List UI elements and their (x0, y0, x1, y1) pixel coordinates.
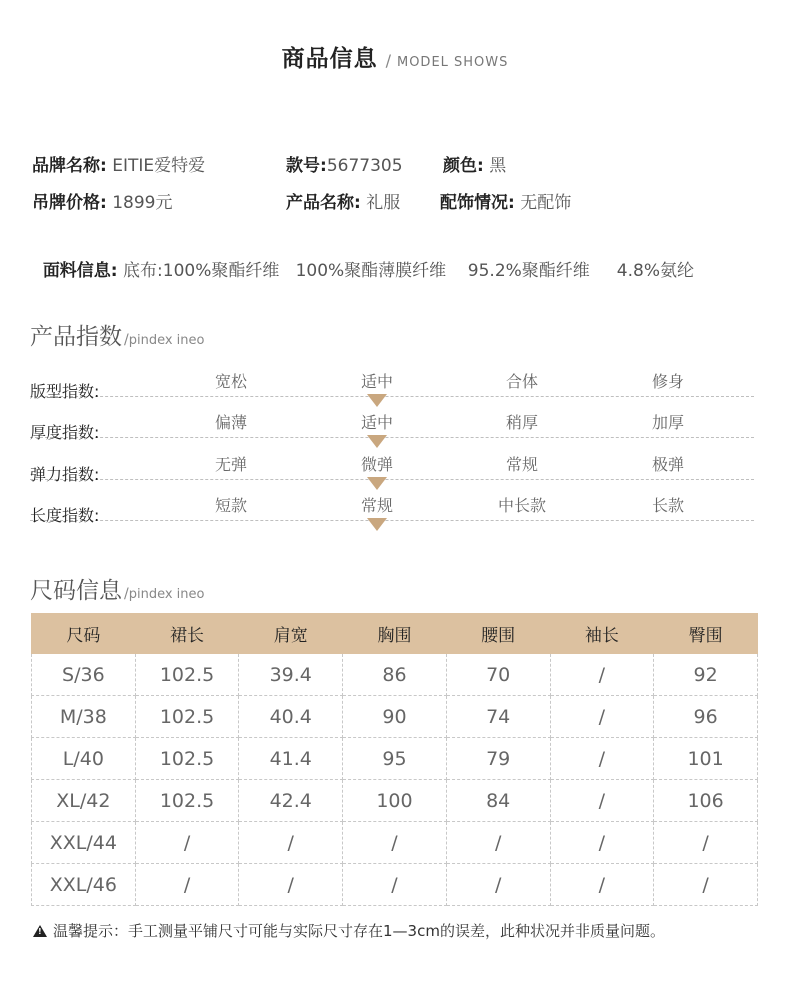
index-option: 短款 (214, 496, 248, 515)
table-cell: / (446, 864, 550, 906)
table-header-cell: 臀围 (654, 614, 758, 654)
table-cell: 86 (343, 654, 447, 696)
size-info-heading: 尺码信息 (30, 578, 122, 604)
index-row-label: 弹力指数: (30, 465, 100, 484)
table-cell: 41.4 (239, 738, 343, 780)
table-cell: L/40 (32, 738, 136, 780)
table-cell: XL/42 (32, 780, 136, 822)
table-cell: / (446, 822, 550, 864)
table-cell: / (343, 822, 447, 864)
table-header-cell: 胸围 (343, 614, 447, 654)
index-marker-icon (367, 518, 387, 531)
info-price-value: 1899元 (112, 193, 173, 213)
table-cell: 70 (446, 654, 550, 696)
table-cell: 39.4 (239, 654, 343, 696)
measurement-note-text: 温馨提示：手工测量平铺尺寸可能与实际尺寸存在1—3cm的误差，此种状况并非质量问题。 (53, 922, 665, 940)
size-info-subtitle: pindex ineo (128, 587, 205, 602)
index-option: 加厚 (651, 413, 685, 432)
title-separator: / (385, 51, 391, 70)
table-cell: / (239, 822, 343, 864)
table-cell: 90 (343, 696, 447, 738)
index-option: 极弹 (651, 455, 685, 474)
index-option: 修身 (651, 372, 685, 391)
table-header-cell: 尺码 (32, 614, 136, 654)
table-header-cell: 袖长 (550, 614, 654, 654)
table-cell: 95 (343, 738, 447, 780)
info-accessory (440, 188, 571, 213)
table-cell: / (550, 864, 654, 906)
product-index-separator: / (124, 332, 129, 348)
size-table (31, 613, 758, 906)
index-row (30, 372, 754, 401)
index-option: 常规 (360, 496, 394, 515)
table-cell: 96 (654, 696, 758, 738)
index-row (30, 413, 754, 442)
page-title: 商品信息 (281, 46, 378, 72)
info-color-value: 黑 (489, 156, 507, 176)
table-cell: / (135, 864, 239, 906)
product-index-title (30, 318, 204, 351)
index-option: 合体 (505, 372, 539, 391)
info-price-key: 吊牌价格: (32, 193, 107, 213)
index-option: 长款 (651, 496, 685, 515)
index-option: 中长款 (497, 496, 547, 515)
info-style-key: 款号: (286, 156, 327, 176)
table-cell: 102.5 (135, 780, 239, 822)
index-option: 偏薄 (214, 413, 248, 432)
info-brand-key: 品牌名称: (32, 156, 107, 176)
index-row-label: 版型指数: (30, 382, 100, 401)
index-row (30, 496, 754, 525)
table-cell: 102.5 (135, 654, 239, 696)
table-header-cell: 肩宽 (239, 614, 343, 654)
table-cell: / (550, 696, 654, 738)
table-row (32, 654, 758, 696)
info-accessory-key: 配饰情况: (440, 193, 515, 213)
measurement-note (33, 920, 665, 941)
table-row (32, 696, 758, 738)
index-row-label: 长度指数: (30, 506, 100, 525)
info-color (443, 151, 506, 176)
table-row (32, 780, 758, 822)
page-subtitle: MODEL SHOWS (396, 55, 509, 70)
table-cell: XXL/46 (32, 864, 136, 906)
size-info-title (30, 572, 204, 605)
table-row (32, 822, 758, 864)
page-header (0, 40, 790, 73)
table-cell: 106 (654, 780, 758, 822)
table-cell: S/36 (32, 654, 136, 696)
index-marker-icon (367, 394, 387, 407)
product-index-heading: 产品指数 (30, 324, 122, 350)
info-style-value: 5677305 (326, 156, 403, 176)
table-cell: 92 (654, 654, 758, 696)
table-cell: / (550, 822, 654, 864)
table-cell: XXL/44 (32, 822, 136, 864)
table-cell: / (550, 654, 654, 696)
table-cell: / (550, 780, 654, 822)
table-cell: / (343, 864, 447, 906)
table-cell: / (135, 822, 239, 864)
info-price (32, 188, 172, 213)
index-option: 适中 (360, 372, 394, 391)
table-cell: 42.4 (239, 780, 343, 822)
table-cell: 40.4 (239, 696, 343, 738)
info-product-key: 产品名称: (286, 193, 361, 213)
table-row (32, 738, 758, 780)
index-option: 适中 (360, 413, 394, 432)
index-option: 无弹 (214, 455, 248, 474)
table-cell: / (550, 738, 654, 780)
index-option: 微弹 (360, 455, 394, 474)
info-color-key: 颜色: (443, 156, 484, 176)
index-marker-icon (367, 477, 387, 490)
table-cell: / (654, 822, 758, 864)
size-table-header (32, 614, 758, 654)
table-cell: 84 (446, 780, 550, 822)
table-cell: 101 (654, 738, 758, 780)
info-fabric-key: 面料信息: (42, 261, 118, 281)
index-option: 稍厚 (505, 413, 539, 432)
index-option: 常规 (505, 455, 539, 474)
index-option: 宽松 (214, 372, 248, 391)
table-header-cell: 裙长 (135, 614, 239, 654)
index-row-label: 厚度指数: (30, 423, 100, 442)
info-style (286, 151, 403, 176)
table-cell: / (239, 864, 343, 906)
table-header-cell: 腰围 (446, 614, 550, 654)
size-info-separator: / (124, 586, 129, 602)
warning-icon (33, 925, 47, 937)
info-product-value: 礼服 (366, 193, 401, 213)
info-brand-value: EITIE爱特爱 (112, 156, 206, 176)
info-product (286, 188, 400, 213)
table-row (32, 864, 758, 906)
table-cell: / (654, 864, 758, 906)
info-fabric-value: 底布:100%聚酯纤维 100%聚酯薄膜纤维 95.2%聚酯纤维 4.8%氨纶 (123, 261, 694, 281)
table-cell: 102.5 (135, 696, 239, 738)
info-fabric (32, 236, 694, 281)
table-cell: M/38 (32, 696, 136, 738)
table-cell: 100 (343, 780, 447, 822)
index-marker-icon (367, 435, 387, 448)
info-brand (32, 151, 205, 176)
product-index-subtitle: pindex ineo (128, 333, 205, 348)
index-row (30, 455, 754, 484)
table-cell: 74 (446, 696, 550, 738)
table-cell: 102.5 (135, 738, 239, 780)
table-cell: 79 (446, 738, 550, 780)
size-table-body (32, 654, 758, 906)
info-accessory-value: 无配饰 (520, 193, 572, 213)
